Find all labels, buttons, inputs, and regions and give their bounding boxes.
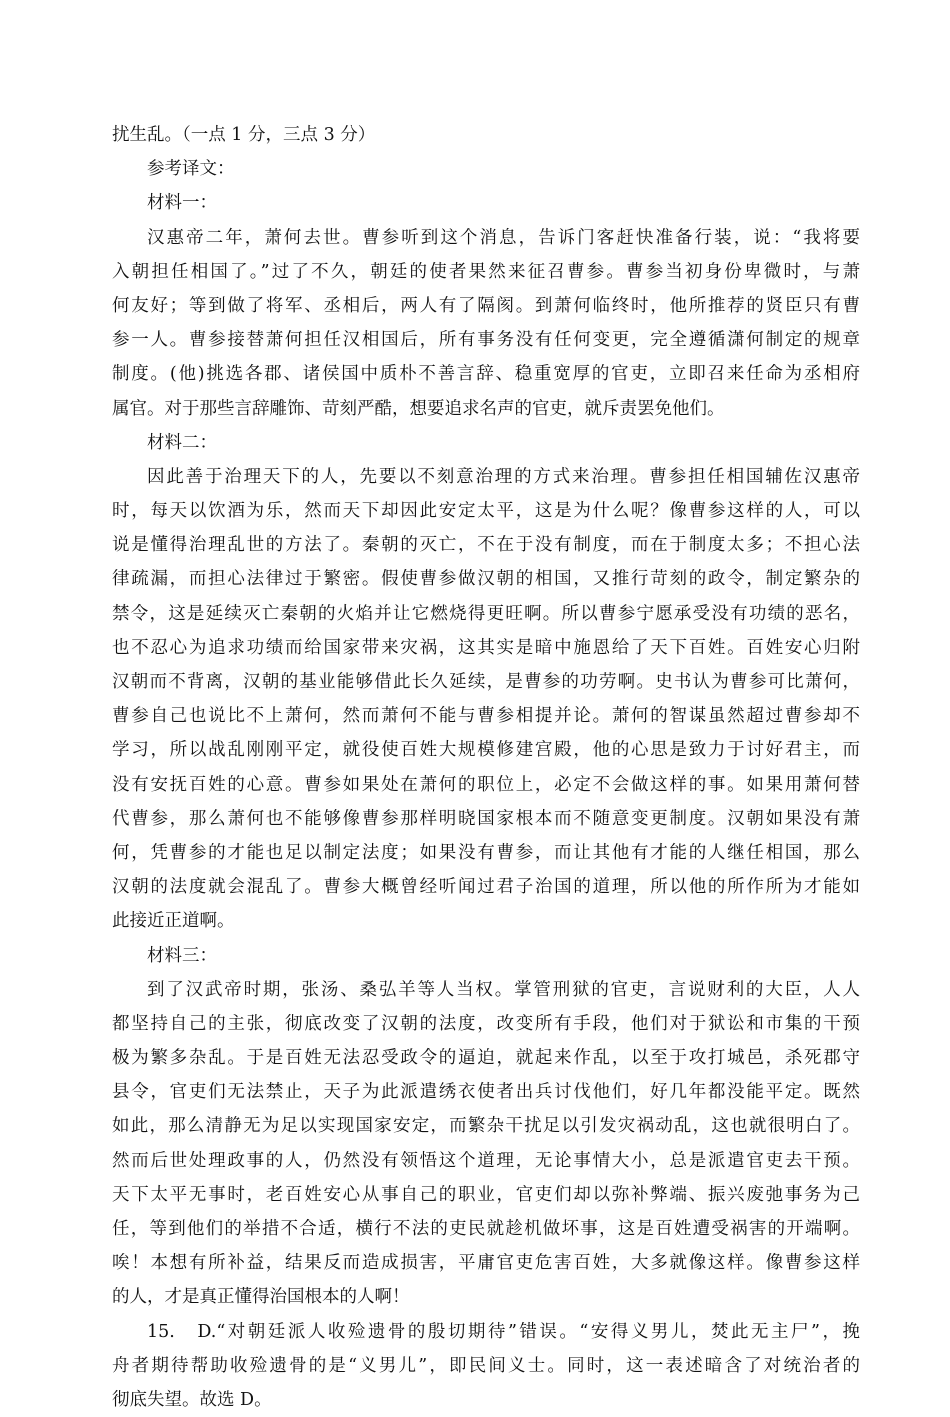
text-line: 学习，所以战乱刚刚平定，就役使百姓大规模修建宫殿，他的心思是致力于讨好君主，而: [112, 740, 860, 761]
text-line: 材料三：: [147, 945, 217, 966]
text-line: 然而后世处理政事的人，仍然没有领悟这个道理，无论事情大小，总是派遣官吏去干预。: [112, 1150, 860, 1171]
text-line: 彻底失望。故选 D。: [112, 1389, 272, 1410]
text-line: 律疏漏，而担心法律过于繁密。假使曹参做汉朝的相国，又推行苛刻的政令，制定繁杂的: [112, 569, 860, 590]
text-line: 材料一：: [147, 193, 217, 214]
text-line: 15. D.“对朝廷派人收殓遗骨的殷切期待”错误。“安得义男儿，焚此无主尸”，挽: [147, 1321, 860, 1342]
text-line: 因此善于治理天下的人，先要以不刻意治理的方式来治理。曹参担任相国辅佐汉惠帝: [147, 466, 860, 487]
text-line: 到了汉武帝时期，张汤、桑弘羊等人当权。掌管刑狱的官吏，言说财利的大臣，人人: [147, 979, 860, 1000]
text-line: 没有安抚百姓的心意。曹参如果处在萧何的职位上，必定不会做这样的事。如果用萧何替: [112, 774, 860, 795]
text-line: 扰生乱。（一点 1 分，三点 3 分）: [112, 125, 376, 145]
text-line: 汉惠帝二年，萧何去世。曹参听到这个消息，告诉门客赶快准备行装，说：“我将要: [147, 227, 860, 248]
text-line: 说是懂得治理乱世的方法了。秦朝的灭亡，不在于没有制度，而在于制度太多；不担心法: [112, 535, 860, 556]
text-line: 参考译文：: [147, 159, 235, 180]
text-line: 极为繁多杂乱。于是百姓无法忍受政令的逼迫，就起来作乱，以至于攻打城邑，杀死郡守: [112, 1048, 860, 1069]
text-line: 汉朝的法度就会混乱了。曹参大概曾经听闻过君子治国的道理，所以他的所作所为才能如: [112, 877, 860, 898]
text-line: 如此，那么清静无为足以实现国家安定，而繁杂干扰足以引发灾祸动乱，这也就很明白了。: [112, 1116, 860, 1137]
text-line: 汉朝而不背离，汉朝的基业能够借此长久延续，是曹参的功劳啊。史书认为曹参可比萧何，: [112, 672, 860, 692]
text-line: 任，等到他们的举措不合适，横行不法的吏民就趁机做坏事，这是百姓遭受祸害的开端啊。: [112, 1219, 860, 1239]
text-line: 唉！本想有所补益，结果反而造成损害，平庸官吏危害百姓，大多就像这样。像曹参这样: [112, 1253, 860, 1274]
text-line: 天下太平无事时，老百姓安心从事自己的职业，官吏们却以弥补弊端、振兴废弛事务为己: [112, 1184, 860, 1205]
text-line: 的人，才是真正懂得治国根本的人啊！: [112, 1287, 410, 1308]
text-line: 制度。(他)挑选各郡、诸侯国中质朴不善言辞、稳重宽厚的官吏，立即召来任命为丞相府: [112, 364, 860, 385]
text-line: 何，凭曹参的才能也足以制定法度；如果没有曹参，而让其他有才能的人继任相国，那么: [112, 842, 860, 863]
text-line: 都坚持自己的主张，彻底改变了汉朝的法度，改变所有手段，他们对于狱讼和市集的干预: [112, 1013, 860, 1034]
document-body: [112, 118, 860, 1417]
text-line: 也不忍心为追求功绩而给国家带来灾祸，这其实是暗中施恩给了天下百姓。百姓安心归附: [112, 637, 860, 658]
text-line: 代曹参，那么萧何也不能够像曹参那样明晓国家根本而不随意变更制度。汉朝如果没有萧: [112, 808, 860, 829]
text-line: 舟者期待帮助收殓遗骨的是“义男儿”，即民间义士。同时，这一表述暗含了对统治者的: [112, 1355, 860, 1376]
text-line: 县令，官吏们无法禁止，天子为此派遣绣衣使者出兵讨伐他们，好几年都没能平定。既然: [112, 1082, 860, 1103]
text-line: 曹参自己也说比不上萧何，然而萧何不能与曹参相提并论。萧何的智谋虽然超过曹参却不: [112, 706, 860, 727]
text-line: 材料二：: [147, 432, 217, 453]
text-line: 时，每天以饮酒为乐，然而天下却因此安定太平，这是为什么呢？像曹参这样的人，可以: [112, 501, 860, 522]
text-line: 属官。对于那些言辞雕饰、苛刻严酷，想要追求名声的官吏，就斥责罢免他们。: [112, 398, 725, 419]
text-line: 禁令，这是延续灭亡秦朝的火焰并让它燃烧得更旺啊。所以曹参宁愿承受没有功绩的恶名，: [112, 603, 860, 624]
text-line: 参一人。曹参接替萧何担任汉相国后，所有事务没有任何变更，完全遵循潇何制定的规章: [112, 330, 860, 351]
text-line: 入朝担任相国了。”过了不久，朝廷的使者果然来征召曹参。曹参当初身份卑微时，与萧: [112, 261, 860, 282]
text-line: 此接近正道啊。: [112, 911, 235, 932]
text-line: 何友好；等到做了将军、丞相后，两人有了隔阂。到萧何临终时，他所推荐的贤臣只有曹: [112, 295, 860, 316]
